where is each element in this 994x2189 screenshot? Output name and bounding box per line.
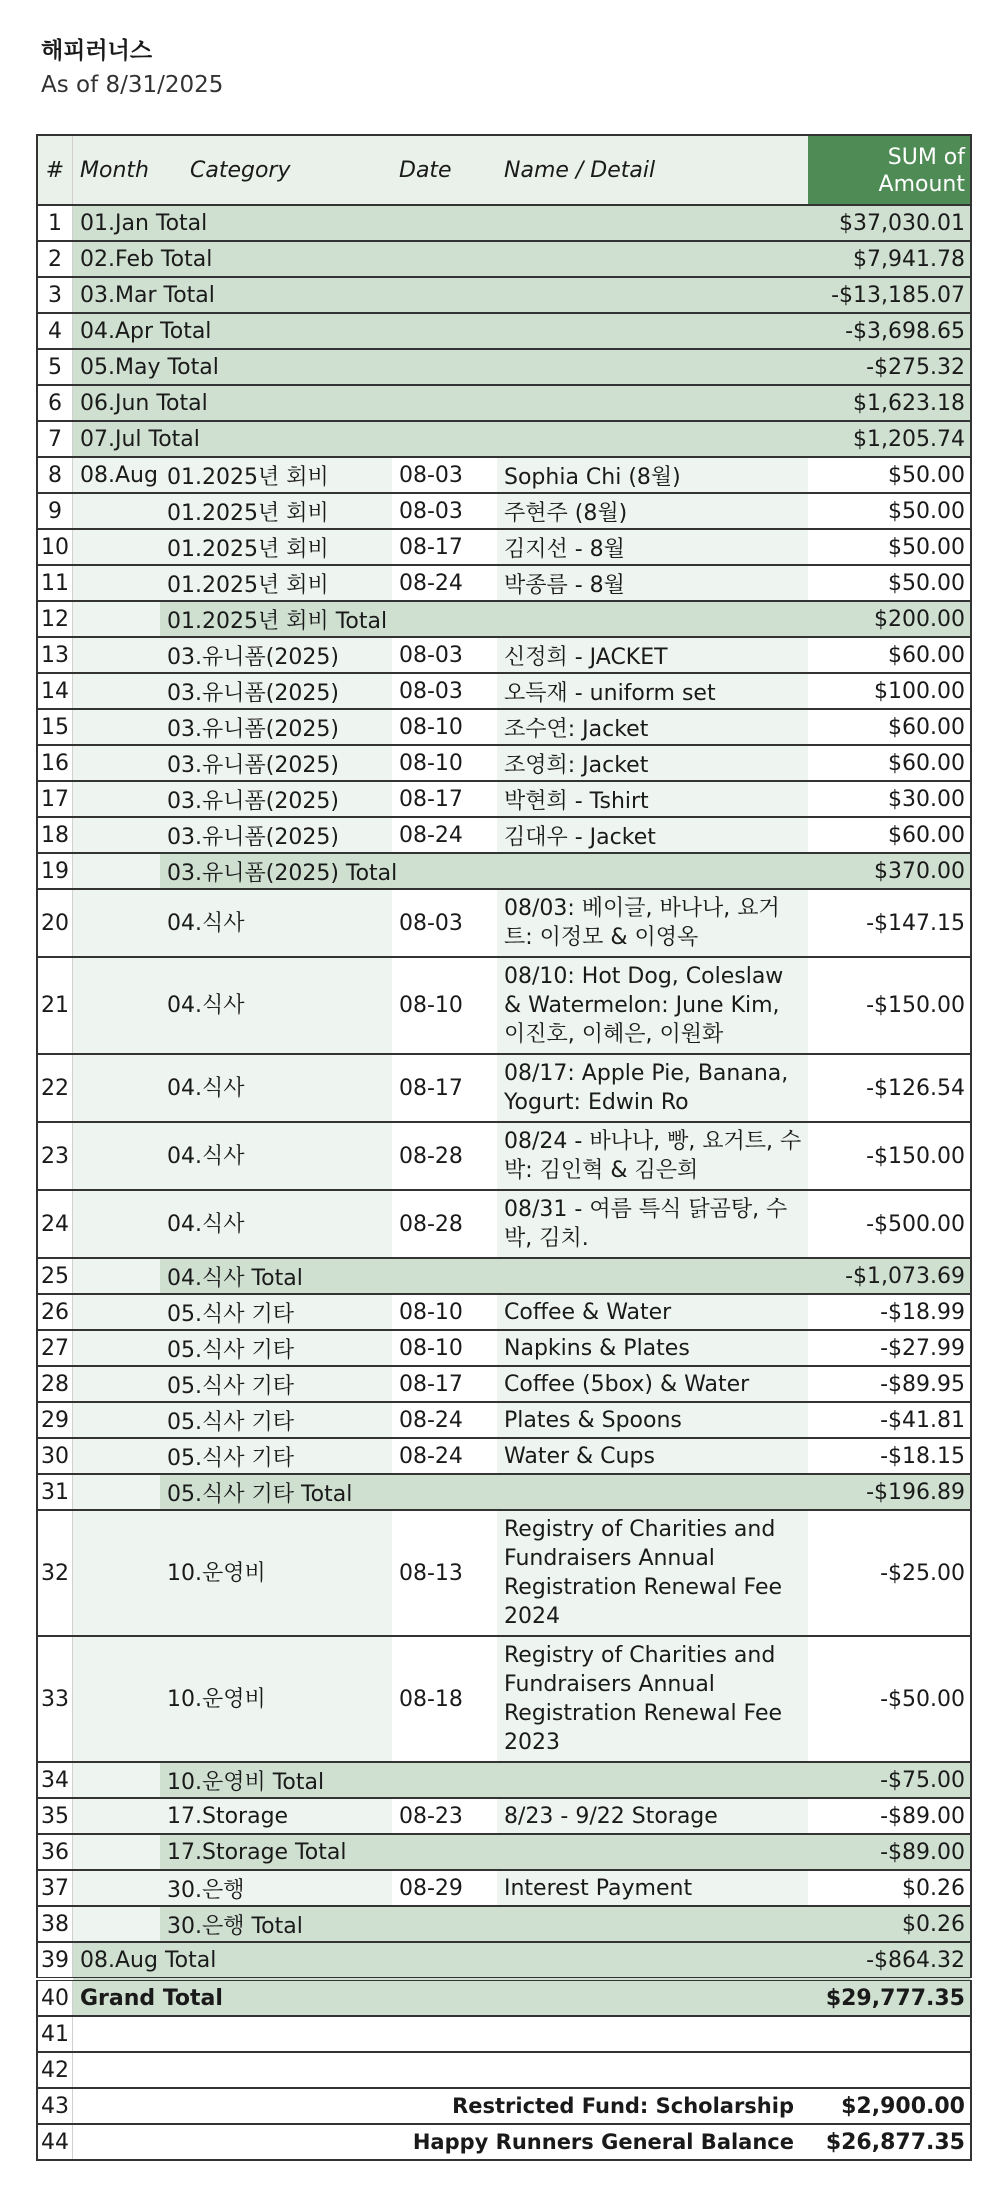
amount-cell: $50.00	[808, 529, 971, 565]
date-cell: 08-10	[392, 1330, 497, 1366]
header-month: Month	[73, 135, 161, 205]
month-cell	[73, 957, 161, 1054]
date-cell: 08-17	[392, 1054, 497, 1122]
month-total-amount: -$864.32	[808, 1942, 971, 1979]
date-cell: 08-10	[392, 745, 497, 781]
blank-row	[37, 2016, 971, 2052]
date-cell: 08-28	[392, 1190, 497, 1258]
category-cell: 01.2025년 회비	[160, 457, 392, 493]
row-number: 26	[37, 1294, 73, 1330]
row-number: 19	[37, 853, 73, 889]
detail-cell: 김지선 - 8월	[497, 529, 808, 565]
amount-cell: $50.00	[808, 565, 971, 601]
month-total-amount: -$275.32	[808, 349, 971, 385]
row-number: 39	[37, 1942, 73, 1979]
month-cell	[73, 1190, 161, 1258]
month-total-amount: $1,623.18	[808, 385, 971, 421]
table-row	[37, 1330, 971, 1366]
row-number: 1	[37, 205, 73, 241]
row-number: 4	[37, 313, 73, 349]
date-cell: 08-24	[392, 565, 497, 601]
table-row	[37, 241, 971, 277]
row-number: 35	[37, 1798, 73, 1834]
month-cell	[73, 1906, 161, 1942]
category-total-label: 03.유니폼(2025) Total	[160, 853, 808, 889]
header-name: Name / Detail	[497, 135, 808, 205]
category-total-amount: -$89.00	[808, 1834, 971, 1870]
category-total-label: 17.Storage Total	[160, 1834, 808, 1870]
category-cell: 05.식사 기타	[160, 1330, 392, 1366]
category-total-amount: $0.26	[808, 1906, 971, 1942]
detail-cell: Registry of Charities and Fundraisers Annual Registration Renewal Fee 2024	[497, 1510, 808, 1636]
header-amount: SUM of Amount	[808, 135, 971, 205]
month-cell	[73, 493, 161, 529]
amount-cell: $100.00	[808, 673, 971, 709]
category-total-label: 10.운영비 Total	[160, 1762, 808, 1798]
category-cell: 05.식사 기타	[160, 1294, 392, 1330]
month-cell	[73, 781, 161, 817]
table-row	[37, 1438, 971, 1474]
detail-cell: Plates & Spoons	[497, 1402, 808, 1438]
amount-cell: -$25.00	[808, 1510, 971, 1636]
month-cell	[73, 817, 161, 853]
month-cell	[73, 601, 161, 637]
table-row	[37, 957, 971, 1054]
category-total-label: 04.식사 Total	[160, 1258, 808, 1294]
row-number: 17	[37, 781, 73, 817]
row-number: 12	[37, 601, 73, 637]
table-row	[37, 781, 971, 817]
amount-cell: -$89.95	[808, 1366, 971, 1402]
date-cell: 08-10	[392, 709, 497, 745]
footer-label: Happy Runners General Balance	[73, 2124, 809, 2160]
row-number: 9	[37, 493, 73, 529]
row-number: 37	[37, 1870, 73, 1906]
detail-cell: Coffee & Water	[497, 1294, 808, 1330]
row-number: 2	[37, 241, 73, 277]
category-cell: 05.식사 기타	[160, 1366, 392, 1402]
detail-cell: 조수연: Jacket	[497, 709, 808, 745]
blank-cell	[73, 2016, 972, 2052]
table-row	[37, 1402, 971, 1438]
ledger-table	[36, 134, 972, 2161]
row-number: 8	[37, 457, 73, 493]
amount-cell: -$500.00	[808, 1190, 971, 1258]
amount-cell: $0.26	[808, 1870, 971, 1906]
row-number: 33	[37, 1636, 73, 1762]
table-row	[37, 1258, 971, 1294]
detail-cell: 조영희: Jacket	[497, 745, 808, 781]
category-cell: 10.운영비	[160, 1636, 392, 1762]
date-cell: 08-17	[392, 529, 497, 565]
month-cell	[73, 1798, 161, 1834]
table-row	[37, 457, 971, 493]
month-cell	[73, 1402, 161, 1438]
month-total-amount: $7,941.78	[808, 241, 971, 277]
table-row	[37, 205, 971, 241]
date-cell: 08-29	[392, 1870, 497, 1906]
amount-cell: -$18.99	[808, 1294, 971, 1330]
row-number: 10	[37, 529, 73, 565]
detail-cell: 오득재 - uniform set	[497, 673, 808, 709]
month-cell	[73, 1258, 161, 1294]
row-number: 27	[37, 1330, 73, 1366]
category-cell: 10.운영비	[160, 1510, 392, 1636]
detail-cell: Water & Cups	[497, 1438, 808, 1474]
amount-cell: $30.00	[808, 781, 971, 817]
detail-cell: Sophia Chi (8월)	[497, 457, 808, 493]
category-cell: 17.Storage	[160, 1798, 392, 1834]
footer-label: Restricted Fund: Scholarship	[73, 2088, 809, 2124]
detail-cell: Coffee (5box) & Water	[497, 1366, 808, 1402]
month-cell	[73, 745, 161, 781]
detail-cell: 08/31 - 여름 특식 닭곰탕, 수박, 김치.	[497, 1190, 808, 1258]
row-number: 25	[37, 1258, 73, 1294]
row-number: 22	[37, 1054, 73, 1122]
category-cell: 04.식사	[160, 1190, 392, 1258]
category-total-amount: -$1,073.69	[808, 1258, 971, 1294]
row-number: 21	[37, 957, 73, 1054]
month-total-amount: $37,030.01	[808, 205, 971, 241]
row-number: 43	[37, 2088, 73, 2124]
month-cell	[73, 853, 161, 889]
month-total-label: 03.Mar Total	[73, 277, 809, 313]
table-row	[37, 889, 971, 957]
category-total-amount: -$196.89	[808, 1474, 971, 1510]
blank-cell	[73, 2052, 972, 2088]
date-cell: 08-18	[392, 1636, 497, 1762]
footer-amount: $26,877.35	[808, 2124, 971, 2160]
table-row	[37, 1834, 971, 1870]
table-row	[37, 1294, 971, 1330]
row-number: 44	[37, 2124, 73, 2160]
amount-cell: $60.00	[808, 637, 971, 673]
month-cell	[73, 1474, 161, 1510]
category-cell: 30.은행	[160, 1870, 392, 1906]
category-cell: 01.2025년 회비	[160, 565, 392, 601]
table-row	[37, 565, 971, 601]
row-number: 5	[37, 349, 73, 385]
category-cell: 01.2025년 회비	[160, 529, 392, 565]
month-total-label: 06.Jun Total	[73, 385, 809, 421]
table-row	[37, 1474, 971, 1510]
date-cell: 08-10	[392, 957, 497, 1054]
detail-cell: Interest Payment	[497, 1870, 808, 1906]
table-row	[37, 1636, 971, 1762]
detail-cell: 주현주 (8월)	[497, 493, 808, 529]
row-number: 23	[37, 1122, 73, 1190]
table-row	[37, 1870, 971, 1906]
detail-cell: 08/24 - 바나나, 빵, 요거트, 수박: 김인혁 & 김은희	[497, 1122, 808, 1190]
amount-cell: -$150.00	[808, 957, 971, 1054]
detail-cell: 박현희 - Tshirt	[497, 781, 808, 817]
row-number: 41	[37, 2016, 73, 2052]
table-row	[37, 817, 971, 853]
grand-total-amount: $29,777.35	[808, 1979, 971, 2016]
category-cell: 03.유니폼(2025)	[160, 673, 392, 709]
blank-row	[37, 2052, 971, 2088]
amount-cell: -$41.81	[808, 1402, 971, 1438]
month-total-amount: -$13,185.07	[808, 277, 971, 313]
header-num: #	[37, 135, 73, 205]
month-cell	[73, 637, 161, 673]
month-cell	[73, 529, 161, 565]
row-number: 24	[37, 1190, 73, 1258]
amount-cell: $60.00	[808, 817, 971, 853]
month-total-label: 04.Apr Total	[73, 313, 809, 349]
table-row	[37, 385, 971, 421]
amount-cell: -$50.00	[808, 1636, 971, 1762]
month-cell	[73, 709, 161, 745]
table-row	[37, 1942, 971, 1979]
date-cell: 08-23	[392, 1798, 497, 1834]
table-row	[37, 277, 971, 313]
detail-cell: 김대우 - Jacket	[497, 817, 808, 853]
amount-cell: -$18.15	[808, 1438, 971, 1474]
table-row	[37, 493, 971, 529]
amount-cell: $50.00	[808, 493, 971, 529]
month-cell	[73, 1510, 161, 1636]
month-cell	[73, 1834, 161, 1870]
row-number: 38	[37, 1906, 73, 1942]
row-number: 16	[37, 745, 73, 781]
row-number: 31	[37, 1474, 73, 1510]
detail-cell: 08/10: Hot Dog, Coleslaw & Watermelon: June Kim, 이진호, 이혜은, 이원화	[497, 957, 808, 1054]
date-cell: 08-17	[392, 1366, 497, 1402]
table-row	[37, 529, 971, 565]
month-total-label: 07.Jul Total	[73, 421, 809, 457]
category-cell: 01.2025년 회비	[160, 493, 392, 529]
month-cell	[73, 889, 161, 957]
month-cell	[73, 1762, 161, 1798]
row-number: 36	[37, 1834, 73, 1870]
row-number: 42	[37, 2052, 73, 2088]
month-cell	[73, 1122, 161, 1190]
table-row	[37, 349, 971, 385]
row-number: 11	[37, 565, 73, 601]
header-date: Date	[392, 135, 497, 205]
month-cell	[73, 1870, 161, 1906]
category-total-amount: -$75.00	[808, 1762, 971, 1798]
month-cell	[73, 1366, 161, 1402]
category-cell: 05.식사 기타	[160, 1402, 392, 1438]
row-number: 40	[37, 1979, 73, 2016]
table-row	[37, 745, 971, 781]
date-cell: 08-03	[392, 457, 497, 493]
date-cell: 08-03	[392, 673, 497, 709]
row-number: 28	[37, 1366, 73, 1402]
footer-row	[37, 2088, 971, 2124]
month-cell: 08.Aug	[73, 457, 161, 493]
amount-cell: -$150.00	[808, 1122, 971, 1190]
month-total-label: 01.Jan Total	[73, 205, 809, 241]
grand-total-label: Grand Total	[73, 1979, 809, 2016]
detail-cell: 08/03: 베이글, 바나나, 요거트: 이정모 & 이영옥	[497, 889, 808, 957]
footer-amount: $2,900.00	[808, 2088, 971, 2124]
category-total-label: 01.2025년 회비 Total	[160, 601, 808, 637]
month-total-amount: -$3,698.65	[808, 313, 971, 349]
category-cell: 04.식사	[160, 889, 392, 957]
table-row	[37, 1906, 971, 1942]
category-cell: 03.유니폼(2025)	[160, 637, 392, 673]
month-cell	[73, 1294, 161, 1330]
table-row	[37, 601, 971, 637]
amount-cell: -$126.54	[808, 1054, 971, 1122]
table-row	[37, 853, 971, 889]
category-cell: 03.유니폼(2025)	[160, 817, 392, 853]
table-row	[37, 637, 971, 673]
table-row	[37, 1979, 971, 2016]
row-number: 3	[37, 277, 73, 313]
date-cell: 08-24	[392, 1402, 497, 1438]
detail-cell: Napkins & Plates	[497, 1330, 808, 1366]
row-number: 34	[37, 1762, 73, 1798]
month-total-amount: $1,205.74	[808, 421, 971, 457]
footer-row	[37, 2124, 971, 2160]
date-cell: 08-17	[392, 781, 497, 817]
header-category: Category	[160, 135, 392, 205]
row-number: 20	[37, 889, 73, 957]
table-row	[37, 1122, 971, 1190]
amount-cell: $50.00	[808, 457, 971, 493]
category-cell: 04.식사	[160, 1054, 392, 1122]
header-row	[37, 135, 971, 205]
amount-cell: -$147.15	[808, 889, 971, 957]
table-row	[37, 421, 971, 457]
table-row	[37, 1054, 971, 1122]
date-cell: 08-03	[392, 493, 497, 529]
row-number: 15	[37, 709, 73, 745]
detail-cell: 08/17: Apple Pie, Banana, Yogurt: Edwin Ro	[497, 1054, 808, 1122]
date-cell: 08-24	[392, 1438, 497, 1474]
category-cell: 03.유니폼(2025)	[160, 781, 392, 817]
amount-cell: -$27.99	[808, 1330, 971, 1366]
table-row	[37, 1762, 971, 1798]
date-cell: 08-28	[392, 1122, 497, 1190]
table-row	[37, 313, 971, 349]
row-number: 32	[37, 1510, 73, 1636]
date-cell: 08-10	[392, 1294, 497, 1330]
table-row	[37, 1798, 971, 1834]
row-number: 14	[37, 673, 73, 709]
org-name: 해피러너스	[41, 38, 153, 64]
category-total-label: 05.식사 기타 Total	[160, 1474, 808, 1510]
date-cell: 08-03	[392, 889, 497, 957]
amount-cell: $60.00	[808, 709, 971, 745]
ledger-body	[37, 205, 971, 2160]
month-cell	[73, 1636, 161, 1762]
category-cell: 04.식사	[160, 1122, 392, 1190]
month-total-label: 08.Aug Total	[73, 1942, 809, 1979]
row-number: 13	[37, 637, 73, 673]
category-cell: 05.식사 기타	[160, 1438, 392, 1474]
amount-cell: -$89.00	[808, 1798, 971, 1834]
date-cell: 08-03	[392, 637, 497, 673]
month-cell	[73, 565, 161, 601]
month-total-label: 02.Feb Total	[73, 241, 809, 277]
category-total-amount: $370.00	[808, 853, 971, 889]
category-cell: 04.식사	[160, 957, 392, 1054]
amount-cell: $60.00	[808, 745, 971, 781]
category-cell: 03.유니폼(2025)	[160, 745, 392, 781]
category-total-label: 30.은행 Total	[160, 1906, 808, 1942]
month-cell	[73, 673, 161, 709]
row-number: 29	[37, 1402, 73, 1438]
table-row	[37, 709, 971, 745]
row-number: 7	[37, 421, 73, 457]
row-number: 30	[37, 1438, 73, 1474]
table-row	[37, 673, 971, 709]
detail-cell: 8/23 - 9/22 Storage	[497, 1798, 808, 1834]
category-cell: 03.유니폼(2025)	[160, 709, 392, 745]
month-total-label: 05.May Total	[73, 349, 809, 385]
table-row	[37, 1366, 971, 1402]
detail-cell: 박종름 - 8월	[497, 565, 808, 601]
month-cell	[73, 1438, 161, 1474]
detail-cell: Registry of Charities and Fundraisers Annual Registration Renewal Fee 2023	[497, 1636, 808, 1762]
month-cell	[73, 1330, 161, 1366]
as-of-date: As of 8/31/2025	[41, 72, 224, 98]
date-cell: 08-13	[392, 1510, 497, 1636]
category-total-amount: $200.00	[808, 601, 971, 637]
row-number: 18	[37, 817, 73, 853]
row-number: 6	[37, 385, 73, 421]
table-row	[37, 1510, 971, 1636]
table-row	[37, 1190, 971, 1258]
detail-cell: 신정희 - JACKET	[497, 637, 808, 673]
month-cell	[73, 1054, 161, 1122]
date-cell: 08-24	[392, 817, 497, 853]
